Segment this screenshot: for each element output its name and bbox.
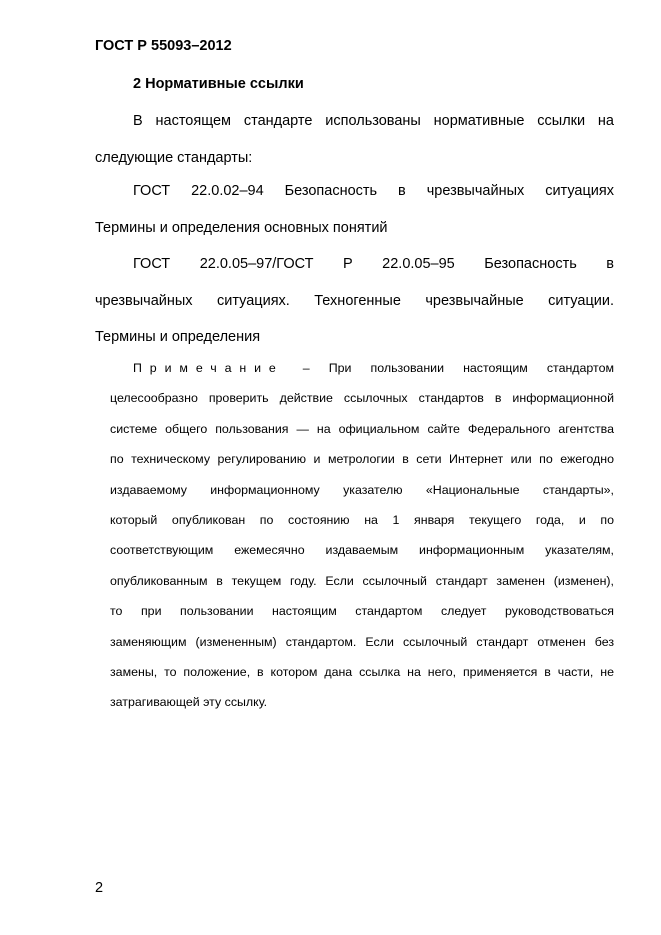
text-line: ГОСТ 22.0.05–97/ГОСТ Р 22.0.05–95 Безопасность в	[133, 256, 614, 272]
note-first-line	[110, 360, 614, 390]
note-block	[110, 360, 614, 725]
intro-paragraph	[95, 111, 614, 184]
note-text: – При пользовании настоящим стандартом	[283, 361, 614, 375]
text-line: издаваемому информационному указателю «Национальные стандарты»,	[110, 482, 614, 497]
section-title: 2 Нормативные ссылки	[133, 76, 304, 92]
text-line: следующие стандарты:	[95, 149, 253, 166]
text-line: опубликованным в текущем году. Если ссылочный стандарт заменен (изменен),	[110, 573, 614, 588]
text-line: ГОСТ 22.0.02–94 Безопасность в чрезвычайных ситуациях	[133, 183, 614, 199]
text-line: чрезвычайных ситуациях. Техногенные чрезвычайные ситуации.	[95, 292, 614, 309]
document-header: ГОСТ Р 55093–2012	[95, 38, 232, 54]
text-line: то при пользовании настоящим стандартом следует руководствоваться	[110, 604, 614, 619]
text-line: замены, то положение, в котором дана ссылка на него, применяется в части, не	[110, 664, 614, 679]
text-line: соответствующим ежемесячно издаваемым информационным указателям,	[110, 543, 614, 558]
page-number: 2	[95, 880, 104, 896]
text-line: который опубликован по состоянию на 1 января текущего года, и по	[110, 512, 614, 527]
text-line: Термины и определения основных понятий	[95, 219, 388, 236]
reference-item	[95, 254, 614, 364]
text-line: по техническому регулированию и метрологии в сети Интернет или по ежегодно	[110, 452, 614, 467]
text-line: затрагивающей эту ссылку.	[110, 695, 268, 710]
text-line: В настоящем стандарте использованы нормативные ссылки на	[133, 113, 614, 129]
text-line: системе общего пользования — на официальном сайте Федерального агентства	[110, 421, 614, 436]
text-line: заменяющим (измененным) стандартом. Если ссылочный стандарт отменен без	[110, 634, 614, 649]
reference-item	[95, 181, 614, 254]
note-label: Примечание	[133, 361, 284, 375]
text-line: Термины и определения	[95, 329, 261, 345]
text-line: целесообразно проверить действие ссылочных стандартов в информационной	[110, 391, 614, 406]
